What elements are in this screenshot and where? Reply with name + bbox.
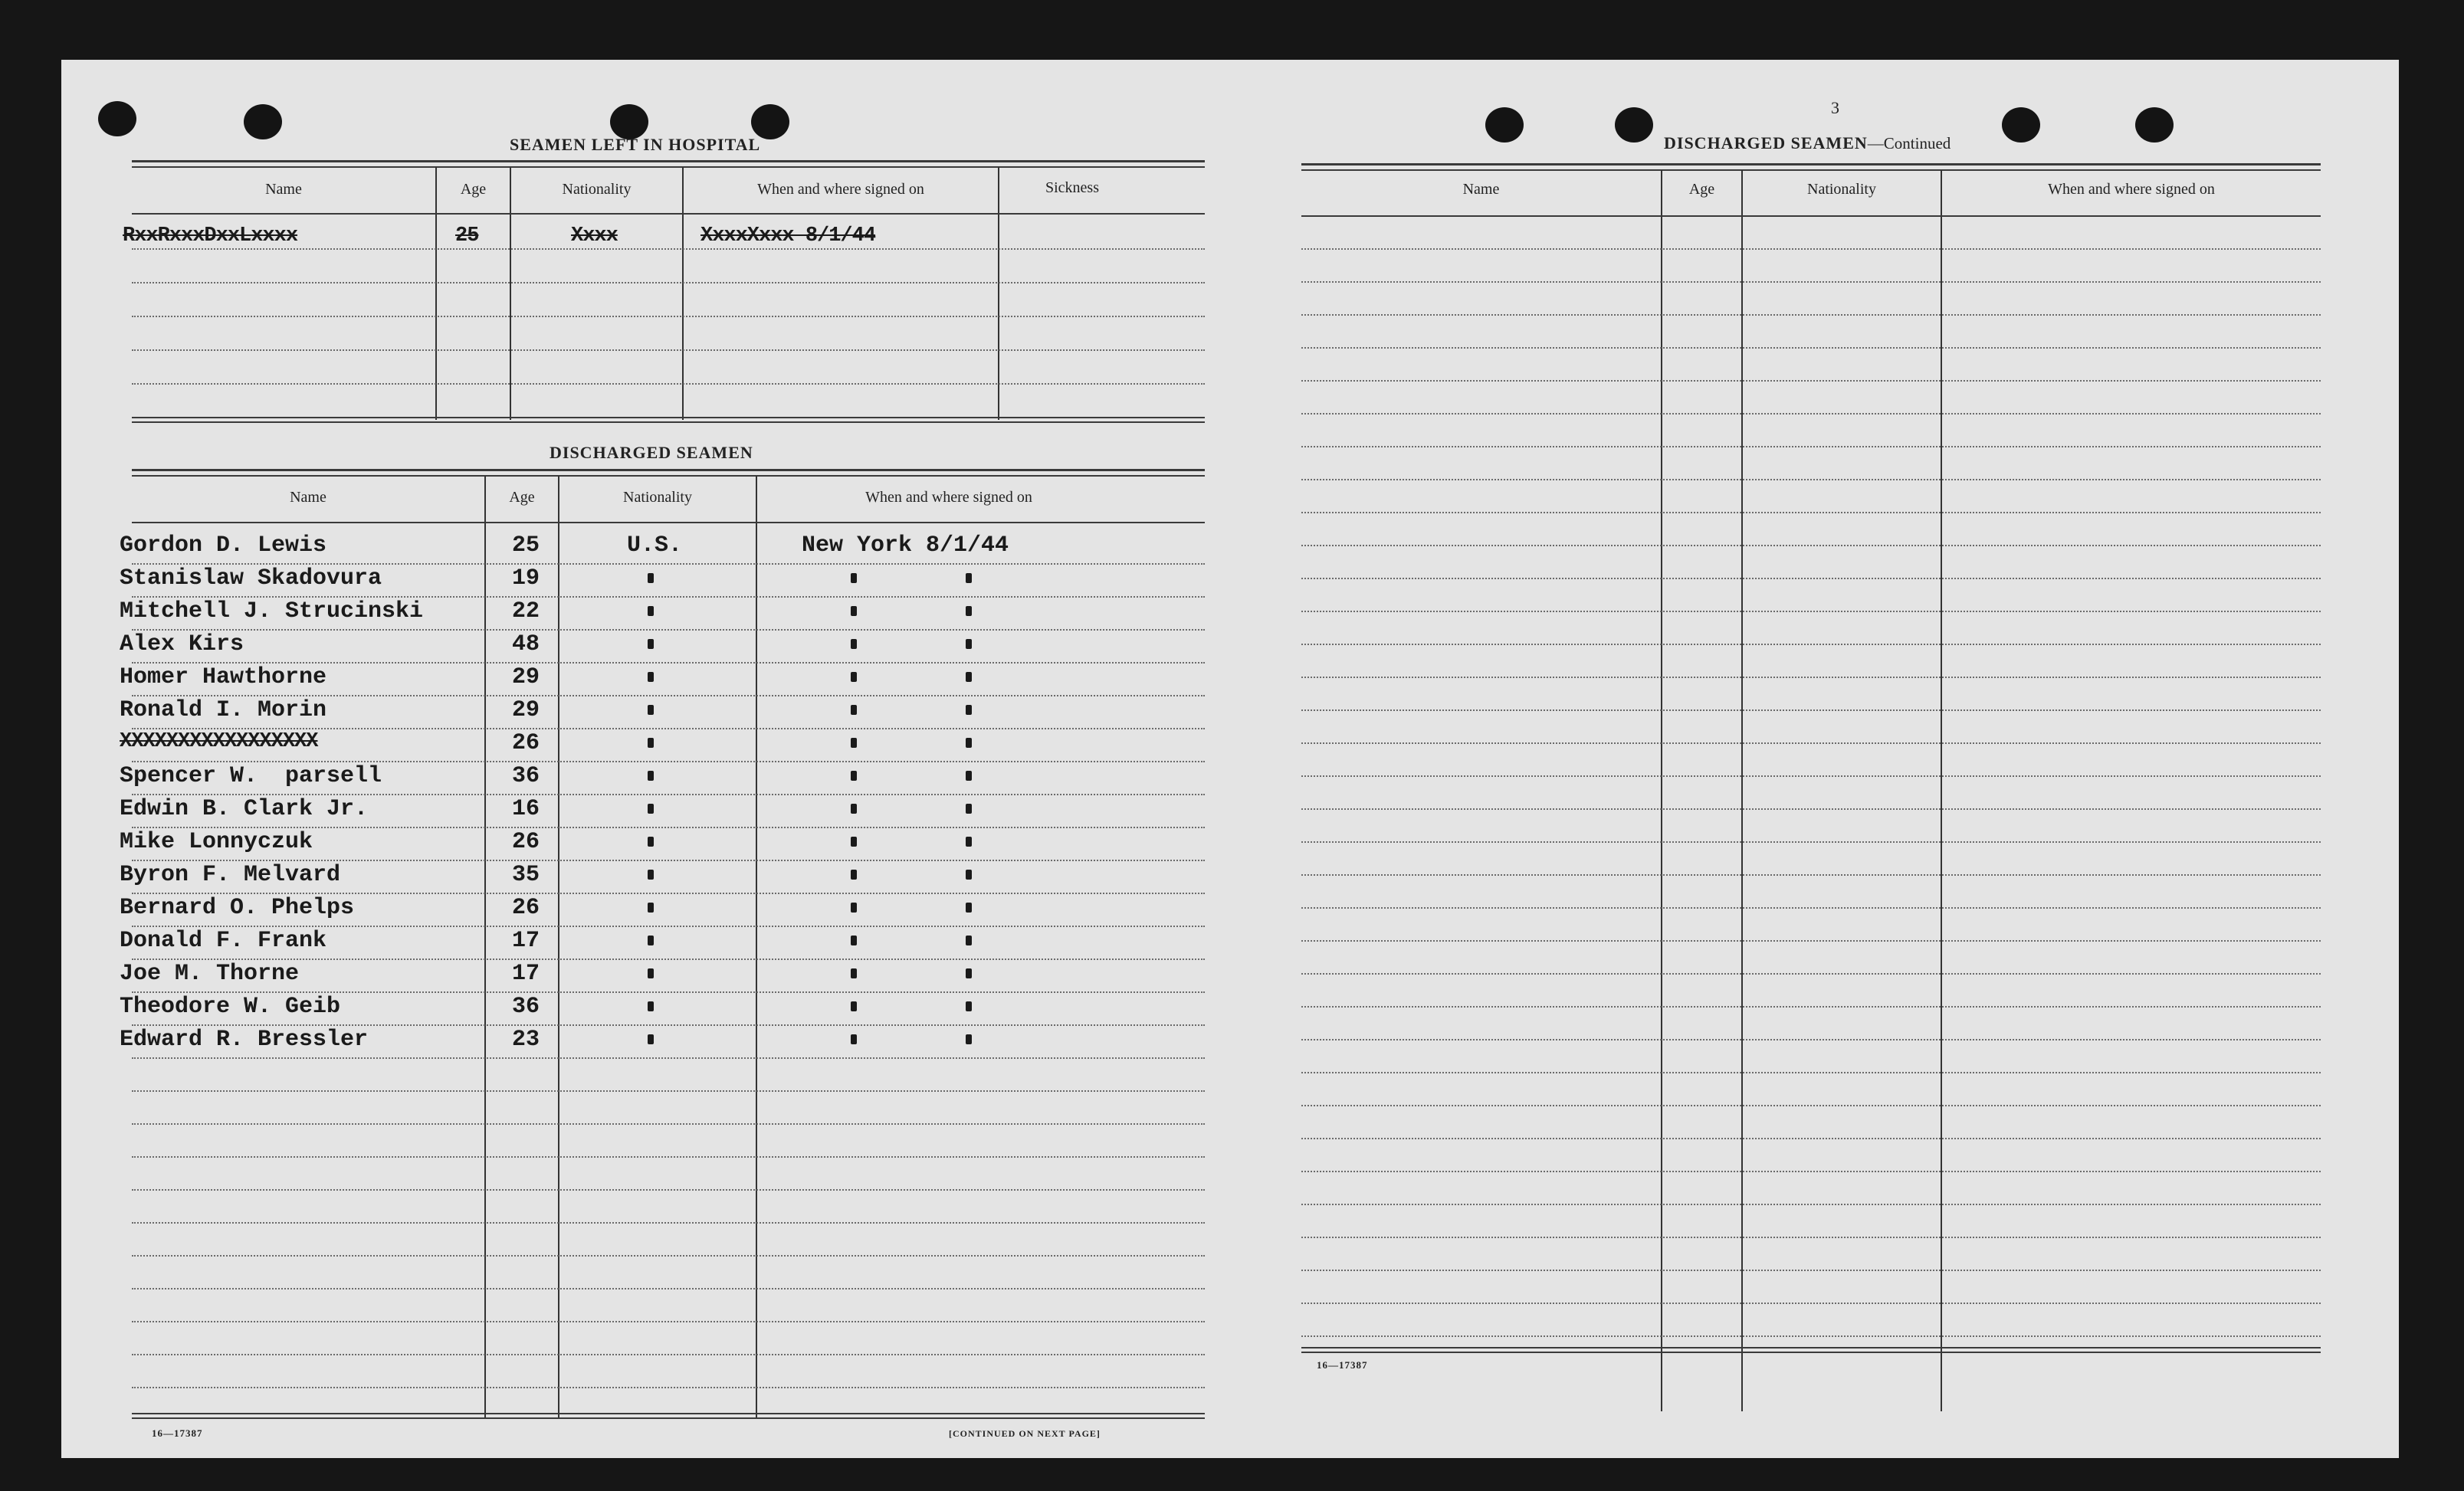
punch-hole [1615,107,1653,143]
ditto-mark-place [851,606,857,616]
ruled-line [1301,281,2321,283]
punch-hole [1485,107,1524,143]
ditto-mark-nationality [648,1001,654,1011]
ruled-line [1301,1006,2321,1008]
seaman-name: Theodore W. Geib [120,994,341,1020]
ditto-mark-place [851,573,857,583]
ruled-line [132,1156,1205,1158]
seaman-age: 36 [512,994,540,1020]
ruled-line [132,1288,1205,1289]
ditto-mark-date [966,573,972,583]
col-header-name: Name [1462,181,1500,198]
ditto-mark-nationality [648,870,654,880]
col-header-age: Age [1688,181,1715,198]
ruled-line [1301,907,2321,909]
ruled-line [1301,380,2321,382]
col-header-nationality: Nationality [623,489,692,506]
ditto-mark-nationality [648,968,654,978]
ditto-mark-place [851,870,857,880]
ruled-line [1301,248,2321,250]
ditto-mark-nationality [648,771,654,781]
page-title [1664,133,1951,153]
col-header-signed-on: When and where signed on [865,489,1032,506]
ruled-line [1301,578,2321,579]
ruled-line [1301,808,2321,810]
page-title-suffix: —Continued [1867,134,1951,152]
seaman-age: 29 [512,697,540,723]
ditto-mark-date [966,968,972,978]
ruled-line [1301,1138,2321,1139]
ditto-mark-nationality [648,738,654,748]
ditto-mark-nationality [648,639,654,649]
ruled-line [132,1057,1205,1059]
ditto-mark-nationality [648,606,654,616]
ditto-mark-place [851,705,857,715]
col-header-age: Age [509,489,535,506]
ditto-mark-place [851,672,857,682]
ruled-line [132,563,1205,565]
ditto-mark-date [966,1034,972,1044]
ruled-line [1301,1335,2321,1337]
ruled-line [1301,446,2321,447]
ruled-line [132,662,1205,664]
ruled-line [132,1321,1205,1322]
seaman-age: 26 [512,895,540,921]
ruled-line [132,1255,1205,1257]
ditto-mark-place [851,1001,857,1011]
seaman-age: 23 [512,1027,540,1053]
page-title-main: DISCHARGED SEAMEN [1664,133,1868,152]
col-header-name: Name [265,181,302,198]
right-page [1265,60,2399,1458]
ditto-mark-nationality [648,1034,654,1044]
form-number: 16—17387 [1317,1359,1368,1371]
ruled-line [132,794,1205,795]
ruled-line [1301,742,2321,744]
ruled-line [1301,314,2321,316]
ditto-mark-date [966,639,972,649]
seaman-name: Bernard O. Phelps [120,895,355,921]
ruled-line [132,1123,1205,1125]
ditto-mark-date [966,837,972,847]
first-row-signed-on: New York 8/1/44 [802,532,1009,559]
punch-hole [2135,107,2174,143]
ditto-mark-place [851,936,857,945]
ruled-line [1301,611,2321,612]
ruled-line [132,695,1205,696]
seaman-name: Donald F. Frank [120,928,327,954]
seaman-age: 26 [512,829,540,855]
ruled-line [1301,1303,2321,1304]
punch-hole [244,104,282,139]
ditto-mark-date [966,804,972,814]
ruled-line [1301,644,2321,645]
seaman-age: 22 [512,598,540,624]
seaman-name: Mike Lonnyczuk [120,829,313,855]
ruled-line [1301,1204,2321,1205]
ruled-line [132,958,1205,960]
ruled-line [1301,940,2321,942]
hospital-section-title: SEAMEN LEFT IN HOSPITAL [510,135,761,154]
seaman-age: 17 [512,961,540,987]
seaman-name: Spencer W. parsell [120,763,382,789]
ditto-mark-nationality [648,804,654,814]
ditto-mark-nationality [648,936,654,945]
col-header-nationality: Nationality [1807,181,1876,198]
ruled-line [1301,413,2321,415]
ruled-line [1301,1270,2321,1271]
first-row-nationality: U.S. [627,532,683,559]
seaman-age: 19 [512,565,540,591]
form-number: 16—17387 [152,1427,203,1439]
ditto-mark-place [851,837,857,847]
ditto-mark-date [966,870,972,880]
col-header-signed-on: When and where signed on [2048,181,2215,198]
seaman-name: Gordon D. Lewis [120,532,327,559]
ruled-line [132,728,1205,729]
seaman-name: Joe M. Thorne [120,961,300,987]
continued-note: [CONTINUED ON NEXT PAGE] [949,1428,1101,1439]
ruled-line [1301,1171,2321,1172]
col-header-nationality: Nationality [562,181,632,198]
ruled-line [132,596,1205,598]
ruled-line [1301,545,2321,546]
ditto-mark-date [966,672,972,682]
ditto-mark-place [851,639,857,649]
ruled-line [132,827,1205,828]
hospital-row-signed-on: XxxxXxxx 8/1/44 [700,224,876,247]
ruled-line [132,1189,1205,1191]
ruled-line [132,893,1205,894]
seaman-age: 26 [512,730,540,756]
ruled-line [1301,512,2321,513]
ditto-mark-date [966,738,972,748]
ruled-line [132,860,1205,861]
seaman-name: Homer Hawthorne [120,664,327,690]
ditto-mark-nationality [648,837,654,847]
seaman-age: 25 [512,532,540,559]
ruled-line [1301,347,2321,349]
punch-hole [2002,107,2040,143]
seaman-name: XXXXXXXXXXXXXXXXX [120,730,318,753]
ditto-mark-date [966,606,972,616]
ruled-line [1301,1237,2321,1238]
ruled-line [132,1024,1205,1026]
ruled-line [1301,1072,2321,1073]
seaman-name: Byron F. Melvard [120,862,341,888]
hospital-row-age: 25 [455,224,479,247]
hospital-row-nationality: Xxxx [571,224,618,247]
page-number: 3 [1831,98,1839,117]
left-page [61,60,1275,1458]
seaman-age: 48 [512,631,540,657]
ruled-line [1301,775,2321,777]
seaman-name: Mitchell J. Strucinski [120,598,424,624]
ruled-line [132,761,1205,762]
ditto-mark-nationality [648,672,654,682]
ruled-line [1301,677,2321,678]
col-header-age: Age [460,181,487,198]
ruled-line [132,1354,1205,1355]
ditto-mark-nationality [648,573,654,583]
seaman-name: Edwin B. Clark Jr. [120,796,369,822]
col-header-name: Name [290,489,326,506]
hospital-row-name: RxxRxxxDxxLxxxx [123,224,298,247]
seaman-name: Alex Kirs [120,631,244,657]
ruled-line [1301,973,2321,975]
ditto-mark-date [966,771,972,781]
ditto-mark-nationality [648,903,654,913]
ruled-line [1301,1039,2321,1040]
ruled-line [132,1387,1205,1388]
seaman-name: Stanislaw Skadovura [120,565,382,591]
seaman-age: 16 [512,796,540,822]
seaman-age: 36 [512,763,540,789]
seaman-age: 35 [512,862,540,888]
ditto-mark-place [851,1034,857,1044]
ditto-mark-date [966,903,972,913]
ditto-mark-nationality [648,705,654,715]
col-header-signed-on: When and where signed on [757,181,924,198]
ruled-line [1301,1105,2321,1106]
ditto-mark-date [966,705,972,715]
ruled-line [1301,874,2321,876]
seaman-age: 17 [512,928,540,954]
ditto-mark-date [966,1001,972,1011]
ditto-mark-place [851,968,857,978]
ruled-line [132,926,1205,927]
ruled-line [132,1090,1205,1092]
discharged-section-title: DISCHARGED SEAMEN [550,443,753,462]
seaman-name: Edward R. Bressler [120,1027,369,1053]
ruled-line [1301,709,2321,711]
punch-hole [98,101,136,136]
ditto-mark-place [851,804,857,814]
ditto-mark-place [851,771,857,781]
ruled-line [132,629,1205,631]
ruled-line [1301,841,2321,843]
seaman-name: Ronald I. Morin [120,697,327,723]
ditto-mark-place [851,738,857,748]
ditto-mark-date [966,936,972,945]
seaman-age: 29 [512,664,540,690]
ruled-line [132,991,1205,993]
ruled-line [1301,479,2321,480]
col-header-sickness: Sickness [1045,179,1099,196]
ditto-mark-place [851,903,857,913]
ruled-line [132,1222,1205,1224]
